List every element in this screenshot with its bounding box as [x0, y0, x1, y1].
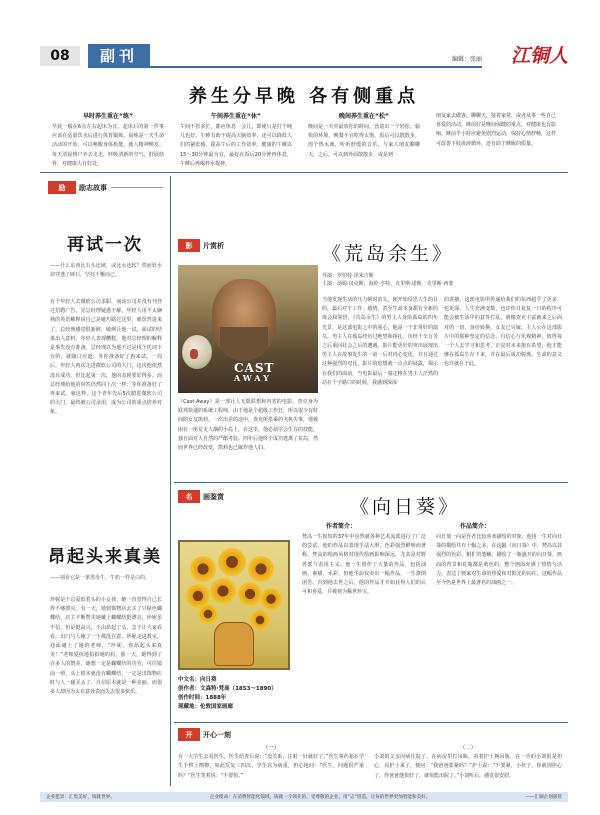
- poster-title-word-2: AWAY: [234, 373, 272, 383]
- editor-credit: 编辑：张丽: [451, 56, 482, 63]
- body-text: 向日葵一向是作者比较喜欢描绘的对象，他用一生对向日葵的描绘共有十幅之多。在这幅《向日葵》中，梵高以其强烈的色彩、粗犷的笔触，描绘了一瓶盛开的向日葵。画面的背景和花瓶都是黄色的，整个画面充满了热情与活力，表达了画家对生命的热爱和对阳光的向往。这幅作品至今仍是世界上最著名的油画之一。: [436, 534, 562, 587]
- story1-title: 再试一次: [67, 235, 143, 255]
- column-text: 朋友家去做客，聊聊天，接着家常，或者从事一些自己喜爱的活动。睡前好是晚间保健的重点，对健康也有影响。睡前半小时应避免剧烈运动，保持心情舒畅，这样可改善下肢血液循环，还有助于睡眠的质量。: [436, 113, 557, 147]
- caption-author: 创作者：文森特·梵高（1853～1890）: [178, 686, 277, 692]
- film-text-right: [444, 296, 562, 476]
- header-rule: [150, 66, 482, 68]
- footer-bar: [40, 792, 568, 802]
- caption-title: 中文名：向日葵: [178, 677, 217, 683]
- top-article-title: 养生分早晚 各有侧重点: [188, 86, 420, 107]
- story2-title: 昂起头来真美: [48, 547, 162, 567]
- inspiration-tag: [48, 181, 163, 194]
- column-text: 晚间是一天中最放松的时间。营造出一个轻松、愉快的环境，晚餐不宜吃得太饱，饭后可以散散步，泡个热水澡，听听舒缓的音乐，与家人朋友聊聊天，之后，可以到外面散散步，或是到: [308, 124, 420, 158]
- column-heading: 午间养生重在“休”: [211, 113, 261, 120]
- film-title: 《荒岛余生》: [322, 243, 455, 265]
- poster-title: [234, 363, 274, 383]
- actor-beard: [220, 327, 268, 361]
- body-text: 的震撼。这部电影所传递给我们的东西超乎了更多，也更深。人生充满变数，也许你日复复一日的程序可能会被生活中的意外打乱，就像查克丰富就来之后面对的一切，身份转换，女友已另嫁，主人公在这部影片中的那种坚定的信念、自信心与乐观精神，值得每一个人去学习和思考，正是对未来抱有希望，他才能够在孤岛生存下来，并在最后成功脱离。生命的意义也许就在于此。: [444, 297, 562, 368]
- tag-label: 开心一刻: [203, 730, 231, 739]
- humor-tag: [178, 728, 231, 741]
- top-article-column-4: [436, 112, 556, 162]
- humor-part-1: [178, 744, 364, 788]
- byline-text: ——什么东西比石头还硬，或比水还软？然而软水却穿透了硬石，坚持不懈而已。: [50, 263, 162, 279]
- column-heading: 作品简介：: [460, 523, 491, 530]
- body-text: 梵高一生短短的37年中虽然就各种艺术流派进行了广泛的尝试，他的作品以表现手法大胆，色彩强烈鲜明而著称。梵高的绘画风格对现代绘画影响深远，尤其是对野兽派与表现主义。他一生创作了大量的作品，包括油画、素描、水彩，但他生前仅卖出一幅作品，一生潦倒困苦。直到他去世之后，他的作品才开始获得人们的认可和喜爱，并被视为稀世珍宝。: [302, 534, 426, 596]
- body-text: 《Cast Away》是一部让人无限联想和内省的电影。查克身为联邦快递的系统工程师，由于他是个超级工作狂，所以很少有时间陪女友凯莉。一次出差的途中，查克所搭乘的飞机失事，他被困在一座荒无人烟的小岛上。在这里，他必须学会生存的技能，独自面对大自然的严酷考验。四年后他终于成功逃离了荒岛，然而世界已经改变，凯莉也已嫁作他人妇。: [178, 399, 319, 452]
- divider-top: [40, 172, 568, 173]
- painting-work-intro: [436, 522, 562, 716]
- sunflower-icon: [210, 578, 236, 604]
- part-label: （二）: [459, 745, 477, 751]
- sunflower-icon: [238, 582, 262, 606]
- top-article-column-1: [52, 112, 164, 167]
- body-text: 小刘的父亲因病住院了，在病房里打吊瓶。看着护士换吊瓶，在一旁的小刘很是担心，见护士来了，便问：“我爸爸要紧吗？”护士说：“不要紧，小伙子，你就别担心了，你爸爸他快好了，就快能出院了。”小刘听后，感觉很安慰。: [374, 754, 562, 779]
- part-label: （一）: [262, 745, 280, 751]
- column-heading: 晚间养生重在“松”: [339, 113, 389, 120]
- column-heading: 早时养生重在“练”: [83, 113, 133, 120]
- sunflower-icon: [198, 604, 218, 624]
- top-article-column-3: [308, 112, 420, 162]
- film-tag: [178, 239, 224, 252]
- credits-director: 导演：罗伯特·泽米吉斯: [322, 273, 374, 279]
- painting-author-intro: [302, 522, 426, 716]
- story1-body: [50, 298, 162, 510]
- body-text: 有个年轻人去微软公司求职，而该公司并没有刊登过招聘广告。见总经理疑惑不解，年轻人用不太娴熟的英语解释说自己是碰巧路过这里，就贸然进来了。总经理感觉很新鲜，破例让他一试。面试的结果出人意料，年轻人表现糟糕。他对总经理的解释是事先没有准备，总经理以为他不过是找个托词下台阶，就随口应道：等你准备好了再来试。一周后，年轻人再次走进微软公司的大门，这次他依然没有成功。但比起第一次，他的表现要好得多。而总经理给他的回答仍然同上次一样：等你准备好了再来试。就这样，这个青年先后5次踏进微软公司的大门，最终被公司录用，成为公司的重点培养对象。: [50, 299, 162, 416]
- tag-label: 片赏析: [203, 241, 224, 250]
- sunflowers-painting: [178, 540, 290, 670]
- credits-cast: 主演：汤姆·汉克斯，海伦·亨特，克里斯·诺斯，克里斯·西蒙: [322, 281, 454, 287]
- tag-label: 画鉴赏: [203, 492, 224, 501]
- poster-title-word-1: CAST: [234, 361, 275, 375]
- column-text: 早晨一般在6点左右起床为宜。起床后的第一件事应该在适量饮水后进行体育锻炼。晨练是一天生命活动的开始，可以唤醒身体机能，使人精神焕发。每天清晨到户外去走走，呼吸清新的空气，舒展筋骨，对健康大有好处。: [52, 124, 164, 167]
- story2-byline: [50, 574, 162, 594]
- humor-part-2: [374, 744, 562, 788]
- caption-time: 创作时间：1888年: [178, 695, 227, 701]
- film-text-middle: [322, 296, 438, 476]
- caption-place: 现藏地：伦敦国家画廊: [178, 704, 234, 710]
- page-number: 08: [40, 46, 80, 66]
- sunflower-icon: [260, 588, 282, 610]
- top-article-column-2: [180, 112, 292, 167]
- sunflower-icon: [218, 548, 246, 576]
- footer-credit: ——汇铜企划部管: [525, 795, 562, 800]
- page-header: [40, 42, 568, 70]
- sunflower-icon: [190, 556, 216, 582]
- body-text: 当他发现生活的压力顿时消失，便开始反思人生的目的，最后对于工作、感情，甚至生命本身都有全新的体会和领悟。《荒岛余生》的男主人身陷孤岛的四年光景，是这部电影之中的重心，他是一个非常好的演员。男主人在孤岛经历过绝望和挣扎，历经千辛万苦之后重回社会之后的遭遇。影片能更好的突出展现出男主人在故事发生的一前一后对内心变化，并且通过这种强烈的对比，影片的思想就一点点的展露，揭示在我们的面前。当电影最后一幕定格在男主人茫然的站在十字路口的时候，我感到深深: [322, 297, 438, 386]
- painting-tag: [178, 490, 224, 503]
- footer-mission: 企业使命：在消费智能化领域，铸就一个领先的，受尊敬的企业，用“志”创造，让每的世界更加智能和美好。: [209, 795, 431, 800]
- vertical-divider-left: [170, 176, 171, 786]
- painting-caption: [178, 676, 298, 712]
- tag-rule: [111, 187, 163, 188]
- section-name: 副刊: [88, 44, 150, 68]
- story2-body: [50, 596, 162, 782]
- film-text-left: [178, 398, 318, 476]
- film-poster-image: [178, 265, 318, 393]
- brand-logo: 江铜人: [510, 45, 568, 67]
- tag-badge: 名: [178, 490, 200, 503]
- footer-vision: 企业愿景：汇集美好，铸就世界。: [46, 795, 115, 800]
- byline-text: ——别看它是一条黑母牛，牛奶一样是白的。: [50, 575, 151, 581]
- column-text: 午间不管多忙，都应休息一会儿。即使只是打个盹儿也好。午睡有助于提高大脑效率，还可以降低人们的紧张感，提高午后的工作效率。健康的午睡以15～30分钟最为宜，最好在饭后20分钟再休息，午睡后再喝杯水提神。: [180, 124, 292, 167]
- column-heading: 作者简介：: [326, 523, 357, 530]
- body-text: 珍妮是个总爱低着头的小女孩，她一直觉得自己长得不够漂亮。有一天，她到饰物店去买了只绿色蝴蝶结，店主不断赞美她戴上蝴蝶结挺漂亮，珍妮虽不信，但是挺高兴，不由昂起了头，急于让大家看看，出门与人撞了一下都没在意。珍妮走进教室，迎面碰上了她的老师，“珍妮，你昂起头来真美！”老师爱抚地拍拍她的肩。那一天，她得到了许多人的赞美。她想一定是蝴蝶结的功劳，可往镜前一照，头上根本就没有蝴蝶结，一定是出饰物店时与人一碰弄丢了。自信原本就是一种美丽，而很多人却因为太在意外表而失去很多快乐。: [50, 597, 162, 696]
- tag-badge: 影: [178, 239, 200, 252]
- vase-shape: [214, 622, 254, 666]
- painting-title: 《向日葵》: [350, 496, 461, 518]
- film-credits: [322, 272, 562, 292]
- tag-label: 励志故事: [79, 183, 107, 192]
- sunflower-icon: [250, 610, 270, 630]
- tag-badge: 励: [48, 181, 76, 194]
- body-text: 有一大学生去看医生，医生给查后说：“没关系，注射一针就好了。”医生拿药箱在学生手臂上擦擦，如此反复三四次，学生以为病重，担心地问：“医生，问题很严重吗？”医生笑着说：“不要怕。”: [178, 754, 364, 779]
- tag-badge: 开: [178, 728, 200, 741]
- story1-byline: [50, 262, 162, 296]
- divider-film: [174, 482, 568, 483]
- divider-painting: [174, 722, 568, 723]
- sunflower-icon: [248, 556, 274, 582]
- handprint-icon: [190, 349, 198, 359]
